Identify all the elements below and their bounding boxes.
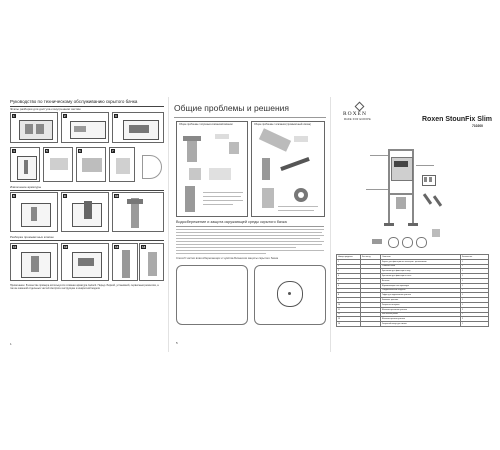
step-figure — [138, 147, 164, 182]
item-number-cell: 2 — [337, 264, 361, 269]
cleaning-figure-right — [254, 265, 326, 325]
step-figure — [139, 243, 164, 281]
item-number-cell: 5 — [337, 278, 361, 283]
quantity-cell: 1 — [461, 274, 489, 279]
callout-line — [416, 165, 434, 166]
section-rule — [10, 190, 164, 191]
frame-leg-left — [388, 149, 390, 225]
text-line — [203, 204, 233, 205]
stud-part — [433, 195, 442, 207]
hand-illustration — [84, 201, 92, 219]
step-number: 6 — [79, 149, 81, 153]
step-figure — [112, 243, 138, 281]
item-number-cell: 7 — [337, 288, 361, 293]
page-title: Общие проблемы и решения — [174, 103, 290, 113]
text-line — [176, 229, 324, 230]
description-cell: Крепление для фиксации к полу — [381, 269, 461, 274]
quantity-cell: 1 — [461, 302, 489, 307]
text-line — [176, 235, 324, 236]
product-title: Roxen StounFix Slim — [422, 116, 493, 123]
page-number: 5 — [176, 341, 178, 345]
parts-table-body — [337, 259, 489, 326]
part-illustration — [209, 168, 231, 180]
step-number: 12 — [64, 245, 68, 249]
flush-button-left — [424, 177, 427, 182]
table-row — [337, 322, 489, 327]
text-line — [203, 196, 241, 197]
step-number: 2 — [64, 114, 66, 118]
problems-page — [170, 97, 331, 352]
flush-valve-problems — [251, 121, 325, 217]
arc-arrow-illustration — [142, 155, 162, 179]
description-cell: Каркас для фиксации инсталляции с креплениями — [381, 259, 461, 264]
unit-cell — [361, 322, 381, 327]
outlet-pipe — [396, 197, 406, 209]
step-number: 8 — [13, 194, 15, 198]
step-figure — [76, 147, 106, 182]
ring-part — [402, 237, 413, 248]
frame-top-bar — [388, 149, 414, 151]
quantity-cell: 1 — [461, 269, 489, 274]
part-illustration — [116, 158, 130, 174]
step-figure — [43, 147, 73, 182]
item-number-cell: 13 — [337, 317, 361, 322]
step-figure — [10, 147, 40, 182]
step-figure — [61, 243, 109, 281]
brand-tagline: MADE FOR EUROPE — [344, 119, 371, 121]
description-cell: Монтажная рамка — [381, 312, 461, 317]
hand-illustration — [129, 125, 149, 133]
description-cell: Сливной бачок — [381, 264, 461, 269]
step-number: 3 — [115, 114, 117, 118]
item-number-cell: 6 — [337, 283, 361, 288]
quantity-cell: 1 — [461, 259, 489, 264]
column-header: Номер предмета — [337, 255, 361, 260]
description-cell: Соединительный патрубок — [381, 288, 461, 293]
brand-logo-icon — [355, 102, 365, 112]
callout-line — [370, 155, 388, 156]
step-figure — [10, 192, 58, 232]
part-illustration — [74, 126, 86, 132]
step-number: 9 — [64, 194, 66, 198]
quantity-cell: 1 — [461, 278, 489, 283]
item-number-cell: 9 — [337, 298, 361, 303]
step-number: 10 — [115, 194, 119, 198]
flush-valve-illustration — [31, 256, 39, 272]
pipe-part — [432, 229, 440, 237]
step-figure — [61, 192, 109, 232]
title-rule — [174, 117, 326, 118]
bracket-part — [372, 239, 382, 244]
hand-illustration — [78, 258, 94, 266]
step-number: 1 — [13, 114, 15, 118]
text-line — [176, 244, 322, 245]
description-cell: Защитная заглушка — [381, 302, 461, 307]
ring-part — [388, 237, 399, 248]
part-illustration — [262, 188, 274, 208]
item-number-cell: 11 — [337, 307, 361, 312]
step-number: 13 — [115, 245, 119, 249]
valve-illustration — [24, 160, 28, 174]
quantity-cell: 2 — [461, 317, 489, 322]
quantity-cell: 1 — [461, 312, 489, 317]
float-illustration — [127, 199, 143, 204]
item-number-cell: 4 — [337, 274, 361, 279]
section-heading: Водосбережение и защита окружающей среды скрытого бачка — [176, 220, 287, 224]
step-number: 11 — [13, 245, 17, 249]
description-cell: Комплект крепежа — [381, 298, 461, 303]
description-cell: Вентиль — [381, 278, 461, 283]
text-line — [278, 210, 314, 211]
inlet-valve-problems — [176, 121, 248, 217]
step-figure — [10, 112, 58, 143]
part-illustration — [82, 158, 102, 172]
item-number-cell: 10 — [337, 302, 361, 307]
flush-valve-illustration — [122, 250, 130, 278]
page-number: 1 — [10, 342, 12, 346]
quantity-cell: 1 — [461, 288, 489, 293]
callout-line — [366, 189, 388, 190]
center-dot — [288, 292, 291, 295]
description-cell: Шумоизоляционная прокладка — [381, 283, 461, 288]
label-box — [294, 136, 308, 142]
step-figure — [109, 147, 135, 182]
text-line — [176, 253, 266, 254]
button-left-illustration — [25, 124, 33, 134]
text-line — [176, 232, 322, 233]
column-header: Кол-во ед. — [361, 255, 381, 260]
item-number-cell: 3 — [337, 269, 361, 274]
part-illustration — [229, 142, 239, 154]
step-figure — [112, 112, 164, 143]
description-cell: Шпилька крепления унитаза — [381, 307, 461, 312]
part-illustration — [50, 158, 68, 170]
quantity-cell: 1 — [461, 293, 489, 298]
column-header: Описание — [381, 255, 461, 260]
step-number: 14 — [142, 245, 146, 249]
maintenance-page — [8, 97, 169, 352]
text-line — [176, 241, 324, 242]
step-figure — [112, 192, 164, 232]
step-number: 7 — [112, 149, 114, 153]
section-heading: Разборка промывочных клапан — [10, 235, 54, 239]
section-rule — [10, 240, 164, 241]
text-line — [176, 247, 296, 248]
column-heading: Общие проблемы с впускным клапаном/клапаном — [179, 124, 233, 126]
description-cell: Защитный кожух для смыва — [381, 322, 461, 327]
valve-illustration — [185, 186, 195, 212]
stud-part — [423, 193, 432, 205]
item-number-cell: 1 — [337, 259, 361, 264]
seal-ring-hole — [298, 192, 304, 198]
description-cell: Шпилька крепежа унитаза — [381, 317, 461, 322]
section-heading: Этапы разборки для доступа к внутренним частям — [10, 107, 81, 111]
column-heading: Общие проблемы с клапаном (промывочный клапан) — [254, 124, 311, 126]
float-illustration — [183, 136, 201, 141]
item-number-cell: 8 — [337, 293, 361, 298]
foot-left — [384, 223, 394, 226]
quantity-cell: 2 — [461, 307, 489, 312]
text-line — [176, 238, 320, 239]
quantity-cell: 1 — [461, 283, 489, 288]
step-figure — [10, 243, 58, 281]
quantity-cell: 1 — [461, 298, 489, 303]
label-box — [215, 134, 229, 139]
quantity-cell: 1 — [461, 264, 489, 269]
step-number: 4 — [13, 149, 15, 153]
column-header: Количество — [461, 255, 489, 260]
step-figure — [61, 112, 109, 143]
flush-opening — [394, 161, 408, 167]
description-cell: Крепление для фиксации к стене — [381, 274, 461, 279]
part-illustration — [189, 168, 201, 180]
section-rule — [176, 226, 324, 227]
item-number-cell: 12 — [337, 312, 361, 317]
description-cell: Гофра для подключения унитаза — [381, 293, 461, 298]
note-text: Примечание: В качестве примера используется сливная арматура Geberit. Перед сборкой, установкой, сервисным ремонтом, а так же заменой отдельных частей смотрите инструкцию к конкретной модели — [10, 284, 159, 291]
brand-name: ROXEN — [343, 111, 367, 117]
section-heading: Способ чистки влагосберегающих и чувства Бизнесом защиты скрытого бачка — [176, 256, 279, 260]
product-model: 710200 — [472, 124, 484, 128]
foot-right — [408, 223, 418, 226]
tool-illustration — [259, 128, 291, 152]
seal-illustration — [148, 252, 157, 276]
page-title: Руководство по техническому обслуживанию скрытого бачка — [10, 99, 138, 104]
cleaning-figure-left — [176, 265, 248, 325]
flush-button-right — [429, 177, 432, 182]
ring-part — [416, 237, 427, 248]
lever-illustration — [280, 157, 310, 171]
valve-illustration — [31, 207, 37, 221]
parts-table — [336, 254, 489, 327]
quantity-cell: 1 — [461, 322, 489, 327]
section-heading: Извлечение арматуры — [10, 185, 42, 189]
text-line — [278, 206, 318, 207]
text-line — [203, 192, 243, 193]
flush-valve-illustration — [262, 158, 270, 180]
text-line — [176, 250, 324, 251]
step-number: 5 — [46, 149, 48, 153]
frame-cross-bar — [388, 193, 414, 195]
product-page — [332, 97, 493, 352]
text-line — [203, 200, 243, 201]
button-right-illustration — [36, 124, 44, 134]
item-number-cell: 14 — [337, 322, 361, 327]
